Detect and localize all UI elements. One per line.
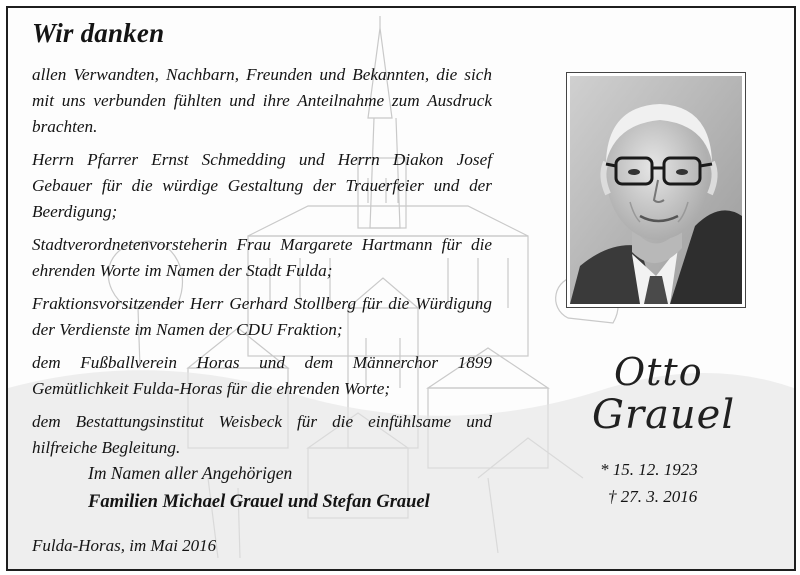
- portrait-photo: [566, 72, 746, 308]
- thanks-paragraph: dem Fußballverein Horas und dem Männerchor 1899 Gemütlichkeit Fulda-Horas für die ehrenden Worte;: [32, 353, 492, 398]
- thanks-paragraph: Stadtverordnetenvorsteherin Frau Margarete Hartmann für die ehrenden Worte im Namen der Stadt Fulda;: [32, 235, 492, 280]
- thanks-paragraph: Fraktionsvorsitzender Herr Gerhard Stollberg für die Würdigung der Verdienste im Namen der CDU Fraktion;: [32, 294, 492, 339]
- death-date: † 27. 3. 2016: [608, 487, 698, 506]
- thanks-text: [32, 62, 492, 468]
- thanks-paragraph: allen Verwandten, Nachbarn, Freunden und Bekannten, die sich mit uns verbunden fühlten und ihre Anteilnahme zum Ausdruck brachten.: [32, 65, 492, 136]
- portrait-image: [570, 76, 742, 304]
- thanks-paragraph: Herrn Pfarrer Ernst Schmedding und Herrn Diakon Josef Gebauer für die würdige Gestaltung der Trauerfeier und der Beerdigung;: [32, 150, 492, 221]
- last-name: Grauel: [592, 392, 736, 438]
- heading: Wir danken: [32, 18, 165, 48]
- place-date: Fulda-Horas, im Mai 2016: [32, 536, 217, 555]
- life-dates: [600, 456, 698, 510]
- birth-date: * 15. 12. 1923: [600, 460, 698, 479]
- thanks-paragraph: dem Bestattungsinstitut Weisbeck für die einfühlsame und hilfreiche Begleitung.: [32, 412, 492, 457]
- signature-intro: Im Namen aller Angehörigen: [88, 463, 293, 483]
- first-name: Otto: [614, 350, 703, 394]
- signature-families: Familien Michael Grauel und Stefan Grauel: [88, 492, 430, 512]
- obituary-card: [6, 6, 796, 571]
